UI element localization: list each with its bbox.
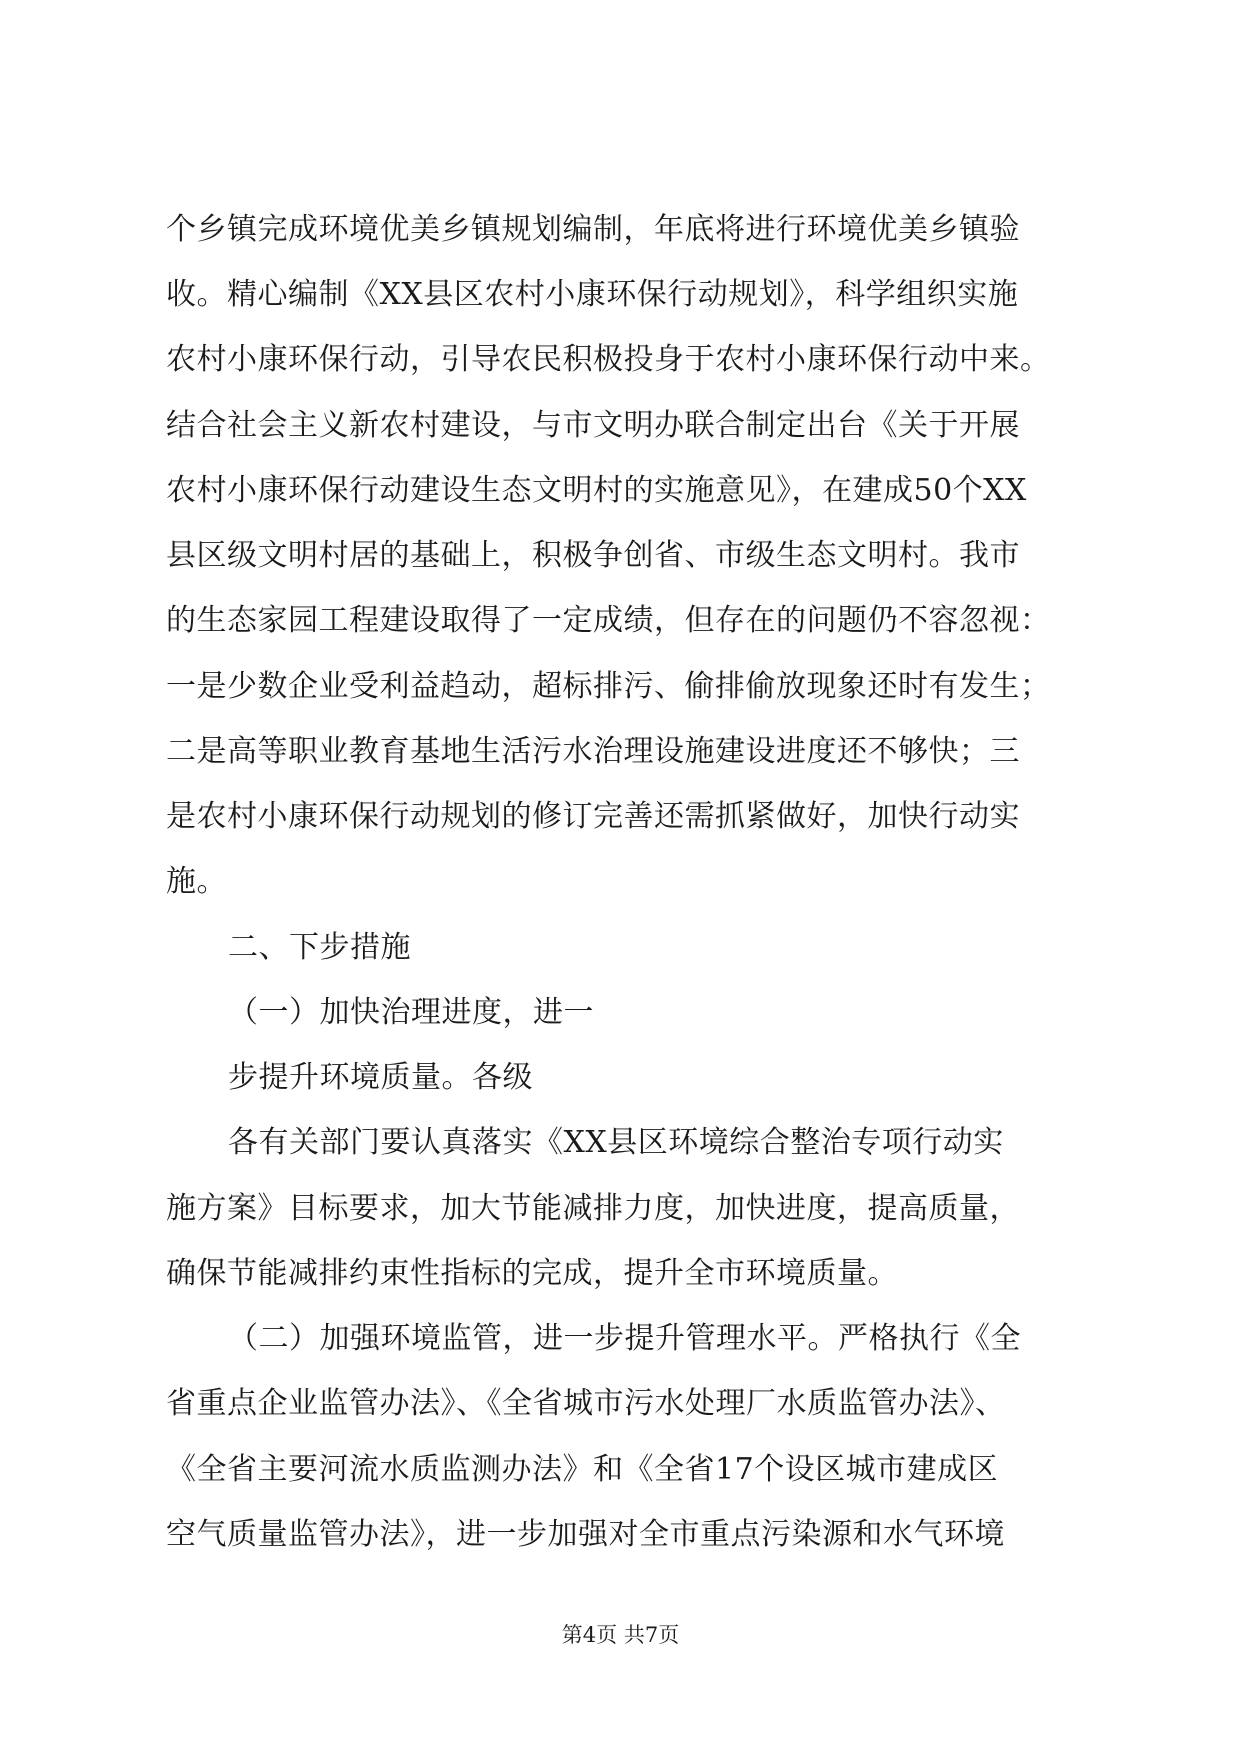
- body-line: 省重点企业监管办法》、《全省城市污水处理厂水质监管办法》、: [166, 1386, 1006, 1421]
- body-line: 结合社会主义新农村建设，与市文明办联合制定出台《关于开展: [166, 408, 1020, 443]
- body-line: 确保节能减排约束性指标的完成，提升全市环境质量。: [166, 1256, 898, 1291]
- page-number: 第4页 共7页: [561, 1623, 680, 1647]
- body-line: 《全省主要河流水质监测办法》和《全省17个设区城市建成区: [166, 1452, 999, 1487]
- body-line: 收。精心编制《XX县区农村小康环保行动规划》，科学组织实施: [166, 277, 1019, 312]
- body-line: 步提升环境质量。各级: [228, 1060, 533, 1095]
- body-line: 是农村小康环保行动规划的修订完善还需抓紧做好，加快行动实: [166, 799, 1020, 834]
- body-line: 施。: [166, 864, 227, 899]
- body-line: 的生态家园工程建设取得了一定成绩，但存在的问题仍不容忽视：: [166, 603, 1051, 638]
- subsection-heading: （二）加强环境监管，进一步提升管理水平。严格执行《全: [228, 1321, 1021, 1356]
- body-line: 一是少数企业受利益趋动，超标排污、偷排偷放现象还时有发生；: [166, 669, 1051, 704]
- body-line: 县区级文明村居的基础上，积极争创省、市级生态文明村。我市: [166, 538, 1020, 573]
- body-line: 农村小康环保行动，引导农民积极投身于农村小康环保行动中来。: [166, 342, 1051, 377]
- body-line: 个乡镇完成环境优美乡镇规划编制，年底将进行环境优美乡镇验: [166, 212, 1020, 247]
- body-line: 二是高等职业教育基地生活污水治理设施建设进度还不够快；三: [166, 734, 1020, 769]
- body-line: 农村小康环保行动建设生态文明村的实施意见》，在建成50个XX: [166, 473, 1027, 508]
- body-line: 各有关部门要认真落实《XX县区环境综合整治专项行动实: [228, 1125, 1004, 1160]
- section-heading: 二、下步措施: [228, 930, 411, 965]
- subsection-heading: （一）加快治理进度，进一: [228, 995, 594, 1030]
- body-line: 施方案》目标要求，加大节能减排力度，加快进度，提高质量，: [166, 1191, 1020, 1226]
- body-line: 空气质量监管办法》，进一步加强对全市重点污染源和水气环境: [166, 1517, 1005, 1552]
